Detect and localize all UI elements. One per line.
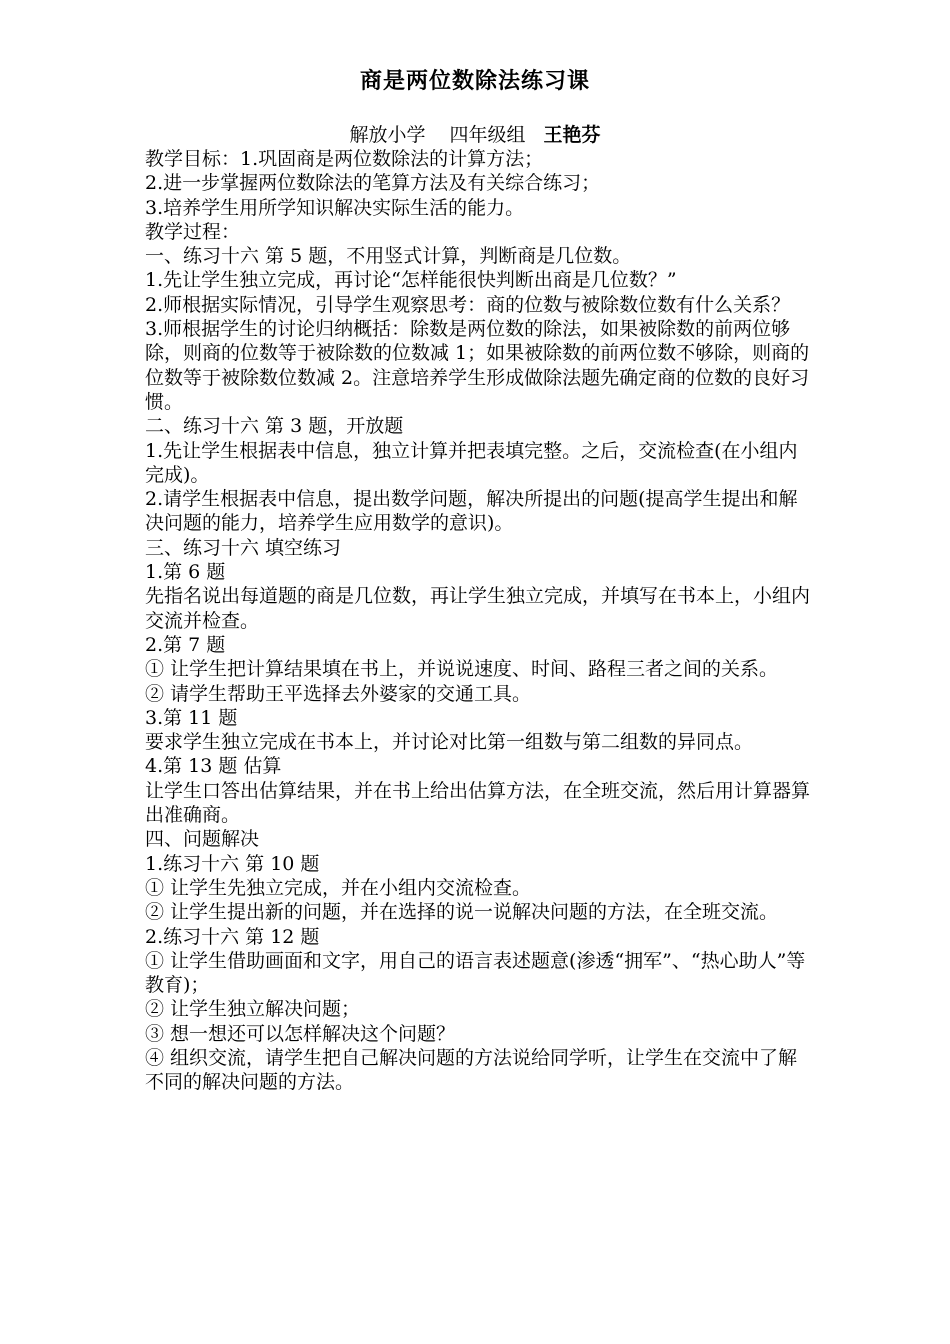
paragraph: 2.练习十六 第 12 题 [145,925,320,948]
paragraph: 三、练习十六 填空练习 [145,536,342,559]
paragraph: 二、练习十六 第 3 题，开放题 [145,415,404,438]
paragraph: ④ 组织交流，请学生把自己解决问题的方法说给同学听，让学生在交流中了解不同的解决问题的方法。 [145,1046,798,1094]
paragraph: 一、练习十六 第 5 题，不用竖式计算，判断商是几位数。 [145,245,632,268]
paragraph: 4.第 13 题 估算 [145,755,282,778]
paragraph: 1.第 6 题 [145,561,226,584]
paragraph: ① 让学生先独立完成，并在小组内交流检查。 [145,876,532,899]
paragraph: ① 让学生把计算结果填在书上，并说说速度、时间、路程三者之间的关系。 [145,658,779,681]
document-title: 商是两位数除法练习课 [359,68,590,94]
paragraph: 2.请学生根据表中信息，提出数学问题，解决所提出的问题(提高学生提出和解决问题的能力，培养学生应用数学的意识)。 [145,488,798,535]
paragraph: 1.先让学生独立完成，再讨论“怎样能很快判断出商是几位数？” [145,269,677,292]
paragraph: 让学生口答出估算结果，并在书上给出估算方法，在全班交流，然后用计算器算出准确商。 [145,779,811,827]
author-grade: 四年级组 [449,124,526,146]
author-line [0,120,950,150]
paragraph: 2.师根据实际情况，引导学生观察思考：商的位数与被除数位数有什么关系？ [145,293,791,316]
author-school: 解放小学 [349,124,426,146]
paragraph: ① 让学生借助画面和文字，用自己的语言表述题意(渗透“拥军”、“热心助人”等教育)； [145,949,806,997]
paragraph: 2.第 7 题 [145,633,226,656]
paragraph: 要求学生独立完成在书本上，并讨论对比第一组数与第二组数的异同点。 [145,731,754,754]
paragraph: 3.第 11 题 [145,706,238,729]
paragraph: ③ 想一想还可以怎样解决这个问题？ [145,1022,456,1045]
document-body [145,147,813,1095]
paragraph: 2.进一步掌握两位数除法的笔算方法及有关综合练习； [145,172,601,195]
paragraph: 1.练习十六 第 10 题 [145,852,320,875]
paragraph: 3.师根据学生的讨论归纳概括：除数是两位数的除法，如果被除数的前两位够除，则商的位数等于被除数的位数减 1；如果被除数的前两位数不够除，则商的位数等于被除数位数减 2。注意培养学生形成做除法题先确定商的位数的良好习惯。 [145,318,810,413]
paragraph: 3.培养学生用所学知识解决实际生活的能力。 [145,196,525,219]
paragraph: ② 请学生帮助王平选择去外婆家的交通工具。 [145,682,532,705]
paragraph: ② 让学生独立解决问题； [145,998,361,1021]
paragraph: ② 让学生提出新的问题，并在选择的说一说解决问题的方法，在全班交流。 [145,901,779,924]
paragraph: 教学目标：1.巩固商是两位数除法的计算方法； [145,148,544,170]
paragraph: 先指名说出每道题的商是几位数，再让学生独立完成，并填写在书本上，小组内交流并检查。 [145,585,811,632]
paragraph: 教学过程： [145,220,241,243]
paragraph: 四、问题解决 [145,828,260,851]
author-teacher: 王艳芬 [543,124,601,146]
paragraph: 1.先让学生根据表中信息，独立计算并把表填完整。之后，交流检查(在小组内完成)。 [145,439,798,486]
